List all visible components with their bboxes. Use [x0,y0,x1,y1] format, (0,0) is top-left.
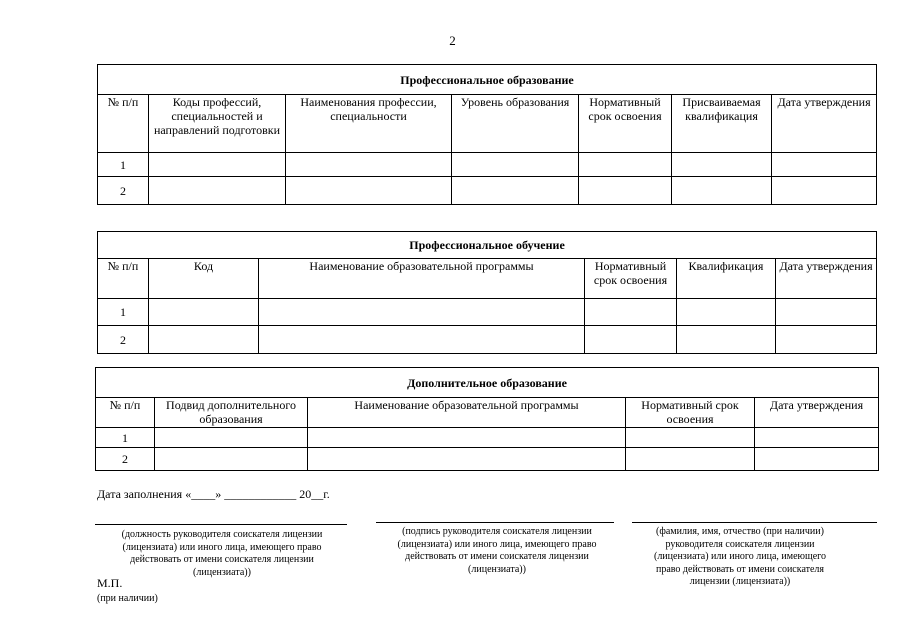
row-number: 2 [96,448,155,471]
table-cell[interactable] [452,177,579,205]
table-cell[interactable] [155,428,308,448]
table-cell[interactable] [286,153,452,177]
column-header-normative-term: Нормативный срок освоения [579,95,672,153]
stamp-note: (при наличии) [97,593,158,604]
row-number: 2 [98,326,149,354]
table-cell[interactable] [579,177,672,205]
column-header-qualification: Присваиваемая квалификация [672,95,772,153]
column-header-codes: Коды профессий, специальностей и направлений подготовки [149,95,286,153]
table-cell[interactable] [149,326,259,354]
table-row [98,153,877,177]
column-header-normative-term: Нормативный срок освоения [585,259,677,299]
table-cell[interactable] [585,326,677,354]
table-cell[interactable] [149,177,286,205]
column-header-education-level: Уровень образования [452,95,579,153]
table-cell[interactable] [755,428,879,448]
additional-education-table [95,367,879,471]
table-cell[interactable] [772,153,877,177]
signature-line[interactable] [376,522,614,523]
table-cell[interactable] [259,326,585,354]
row-number: 1 [98,153,149,177]
additional-education-title: Дополнительное образование [96,368,879,398]
table-row [98,326,877,354]
row-number: 1 [98,299,149,326]
table-cell[interactable] [672,153,772,177]
fill-date[interactable]: Дата заполнения «____» ____________ 20__г. [97,487,330,501]
table-cell[interactable] [286,177,452,205]
row-number: 1 [96,428,155,448]
table-cell[interactable] [452,153,579,177]
name-line[interactable] [632,522,877,523]
professional-training-table [97,231,877,354]
table-cell[interactable] [308,448,626,471]
table-cell[interactable] [579,153,672,177]
table-cell[interactable] [155,448,308,471]
table-cell[interactable] [776,326,877,354]
table-row [98,177,877,205]
table-row [96,428,879,448]
table-cell[interactable] [677,299,776,326]
stamp-label: М.П. [97,576,123,590]
column-header-program-name: Наименование образовательной программы [308,398,626,428]
table-cell[interactable] [585,299,677,326]
table-cell[interactable] [149,153,286,177]
table-cell[interactable] [149,299,259,326]
table-cell[interactable] [626,428,755,448]
page-number: 2 [449,33,456,48]
column-header-approval-date: Дата утверждения [755,398,879,428]
row-number: 2 [98,177,149,205]
table-cell[interactable] [308,428,626,448]
table-cell[interactable] [672,177,772,205]
name-caption: (фамилия, имя, отчество (при наличии) руководителя соискателя лицензии (лицензиата) или иного лица, имеющего право действовать от имени соискателя лицензии (лицензиата)) [653,526,827,587]
table-cell[interactable] [626,448,755,471]
column-header-approval-date: Дата утверждения [772,95,877,153]
professional-education-table [97,64,877,205]
position-line[interactable] [95,524,347,525]
column-header-subtype: Подвид дополнительного образования [155,398,308,428]
table-cell[interactable] [755,448,879,471]
column-header-number: № п/п [96,398,155,428]
signature-caption: (подпись руководителя соискателя лицензии (лицензиата) или иного лица, имеющего право действовать от имени соискателя лицензии (лицензиата)) [397,526,597,575]
professional-education-title: Профессиональное образование [98,65,877,95]
position-caption: (должность руководителя соискателя лицензии (лицензиата) или иного лица, имеющего право действовать от имени соискателя лицензии (лицензиата)) [121,529,323,578]
column-header-approval-date: Дата утверждения [776,259,877,299]
table-cell[interactable] [677,326,776,354]
table-row [98,299,877,326]
table-cell[interactable] [259,299,585,326]
professional-training-title: Профессиональное обучение [98,232,877,259]
column-header-number: № п/п [98,95,149,153]
column-header-profession-name: Наименования профессии, специальности [286,95,452,153]
column-header-normative-term: Нормативный срок освоения [626,398,755,428]
table-cell[interactable] [776,299,877,326]
column-header-qualification: Квалификация [677,259,776,299]
column-header-number: № п/п [98,259,149,299]
table-cell[interactable] [772,177,877,205]
table-row [96,448,879,471]
column-header-code: Код [149,259,259,299]
column-header-program-name: Наименование образовательной программы [259,259,585,299]
